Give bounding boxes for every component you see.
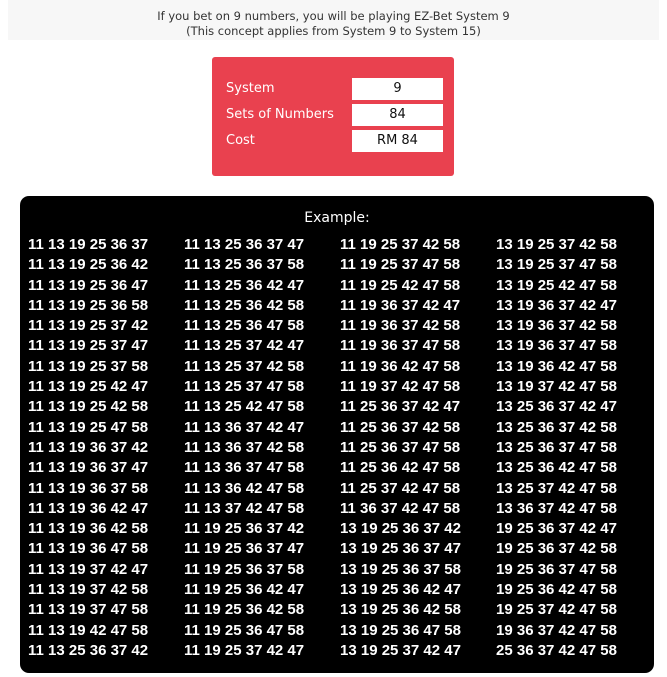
combination-item: 11 13 25 36 42 58 xyxy=(184,296,305,314)
combination-item: 11 13 25 37 47 58 xyxy=(184,378,305,396)
combination-item: 13 19 37 42 47 58 xyxy=(496,378,617,396)
combination-item: 11 25 36 37 47 58 xyxy=(340,438,461,456)
combination-item: 11 13 19 37 47 58 xyxy=(28,601,149,619)
combination-item: 13 25 36 37 47 58 xyxy=(496,438,617,456)
combination-item: 19 25 36 42 47 58 xyxy=(496,581,617,599)
combination-item: 11 13 19 25 37 42 xyxy=(28,317,149,335)
example-title: Example: xyxy=(304,210,370,226)
sets-of-numbers-row xyxy=(212,104,454,126)
combination-item: 11 19 25 36 37 42 xyxy=(184,520,305,538)
combination-item: 11 25 36 37 42 47 xyxy=(340,398,461,416)
combination-item: 13 19 25 42 47 58 xyxy=(496,276,617,294)
system-row xyxy=(212,78,454,100)
combination-item: 11 13 25 36 47 58 xyxy=(184,317,305,335)
combination-item: 11 25 36 37 42 58 xyxy=(340,418,461,436)
combination-item: 11 13 25 36 42 47 xyxy=(184,276,305,294)
system-summary-card xyxy=(212,57,454,176)
combination-item: 11 13 19 42 47 58 xyxy=(28,621,149,639)
combination-item: 11 19 36 37 42 47 xyxy=(340,296,461,314)
combination-item: 19 25 36 37 42 58 xyxy=(496,540,617,558)
combination-item: 11 13 19 37 42 47 xyxy=(28,560,149,578)
combination-item: 11 13 19 25 47 58 xyxy=(28,418,149,436)
combination-item: 11 19 36 37 42 58 xyxy=(340,317,461,335)
combination-item: 19 25 36 37 42 47 xyxy=(496,520,617,538)
cost-value: RM 84 xyxy=(352,130,443,152)
combination-item: 13 25 36 37 42 47 xyxy=(496,398,617,416)
combination-grid xyxy=(28,235,650,661)
combination-item: 11 13 36 37 42 58 xyxy=(184,438,305,456)
combination-item: 11 13 19 36 42 58 xyxy=(28,520,149,538)
sets-of-numbers-label: Sets of Numbers xyxy=(226,107,334,122)
combination-item: 11 13 19 36 42 47 xyxy=(28,499,149,517)
combination-item: 11 13 19 25 36 58 xyxy=(28,296,149,314)
combination-item: 11 13 19 25 42 47 xyxy=(28,378,149,396)
combination-item: 19 36 37 42 47 58 xyxy=(496,621,617,639)
combination-item: 11 19 25 37 42 47 xyxy=(184,641,305,659)
combination-item: 19 25 37 42 47 58 xyxy=(496,601,617,619)
combination-item: 11 13 19 36 37 42 xyxy=(28,438,149,456)
combination-item: 13 19 36 42 47 58 xyxy=(496,357,617,375)
combination-item: 11 13 36 37 42 47 xyxy=(184,418,305,436)
combination-item: 11 13 19 36 47 58 xyxy=(28,540,149,558)
combination-item: 13 19 25 37 42 58 xyxy=(496,236,617,253)
combination-item: 11 13 19 25 36 47 xyxy=(28,276,149,294)
combination-item: 13 19 25 37 47 58 xyxy=(496,256,617,274)
system-label: System xyxy=(226,81,275,96)
combination-item: 11 13 19 25 37 58 xyxy=(28,357,149,375)
combination-item: 13 19 25 36 42 58 xyxy=(340,601,461,619)
cost-label: Cost xyxy=(226,133,255,148)
combination-item: 13 19 25 37 42 47 xyxy=(340,641,461,659)
combination-item: 11 13 25 36 37 47 xyxy=(184,236,305,253)
combination-item: 13 19 25 36 47 58 xyxy=(340,621,461,639)
combination-item: 11 13 19 25 37 47 xyxy=(28,337,149,355)
combination-item: 11 19 25 36 42 58 xyxy=(184,601,305,619)
combination-item: 11 19 25 36 37 47 xyxy=(184,540,305,558)
combination-item: 13 19 25 36 37 42 xyxy=(340,520,461,538)
combination-item: 11 13 36 42 47 58 xyxy=(184,479,305,497)
combination-item: 13 19 25 36 37 47 xyxy=(340,540,461,558)
combination-item: 11 19 25 36 37 58 xyxy=(184,560,305,578)
combination-item: 11 13 25 42 47 58 xyxy=(184,398,305,416)
combination-item: 11 13 37 42 47 58 xyxy=(184,499,305,517)
combination-item: 11 13 19 36 37 47 xyxy=(28,459,149,477)
combination-item: 11 13 19 36 37 58 xyxy=(28,479,149,497)
combination-item: 11 19 25 36 47 58 xyxy=(184,621,305,639)
combination-item: 19 25 36 37 47 58 xyxy=(496,560,617,578)
combination-item: 13 25 37 42 47 58 xyxy=(496,479,617,497)
combination-item: 25 36 37 42 47 58 xyxy=(496,641,617,659)
combination-item: 11 19 25 42 47 58 xyxy=(340,276,461,294)
sets-of-numbers-value: 84 xyxy=(352,104,443,126)
combination-item: 11 19 25 37 42 58 xyxy=(340,236,461,253)
combination-item: 13 19 36 37 47 58 xyxy=(496,337,617,355)
combination-item: 11 25 37 42 47 58 xyxy=(340,479,461,497)
combination-item: 11 13 19 25 42 58 xyxy=(28,398,149,416)
combination-item: 11 13 36 37 47 58 xyxy=(184,459,305,477)
combination-item: 11 19 37 42 47 58 xyxy=(340,378,461,396)
combination-item: 13 36 37 42 47 58 xyxy=(496,499,617,517)
combination-item: 11 13 25 36 37 58 xyxy=(184,256,305,274)
example-panel xyxy=(20,196,654,673)
cost-row xyxy=(212,130,454,152)
combination-item: 11 13 25 37 42 58 xyxy=(184,357,305,375)
combination-item: 11 36 37 42 47 58 xyxy=(340,499,461,517)
combination-item: 11 25 36 42 47 58 xyxy=(340,459,461,477)
combination-item: 11 13 25 37 42 47 xyxy=(184,337,305,355)
combination-item: 11 19 25 36 42 47 xyxy=(184,581,305,599)
combination-item: 13 25 36 37 42 58 xyxy=(496,418,617,436)
combination-item: 11 13 19 25 36 37 xyxy=(28,236,149,253)
combination-item: 13 19 36 37 42 47 xyxy=(496,296,617,314)
combination-item: 11 19 36 42 47 58 xyxy=(340,357,461,375)
combination-item: 11 19 36 37 47 58 xyxy=(340,337,461,355)
combination-item: 13 19 25 36 37 58 xyxy=(340,560,461,578)
combination-item: 11 13 19 37 42 58 xyxy=(28,581,149,599)
combination-item: 13 25 36 42 47 58 xyxy=(496,459,617,477)
combination-item: 11 13 25 36 37 42 xyxy=(28,641,149,659)
combination-item: 11 13 19 25 36 42 xyxy=(28,256,149,274)
combination-item: 13 19 36 37 42 58 xyxy=(496,317,617,335)
intro-line-1: If you bet on 9 numbers, you will be playing EZ-Bet System 9 xyxy=(157,9,510,23)
system-value: 9 xyxy=(352,78,443,100)
intro-line-2: (This concept applies from System 9 to System 15) xyxy=(186,24,481,38)
combination-item: 11 19 25 37 47 58 xyxy=(340,256,461,274)
combination-item: 13 19 25 36 42 47 xyxy=(340,581,461,599)
